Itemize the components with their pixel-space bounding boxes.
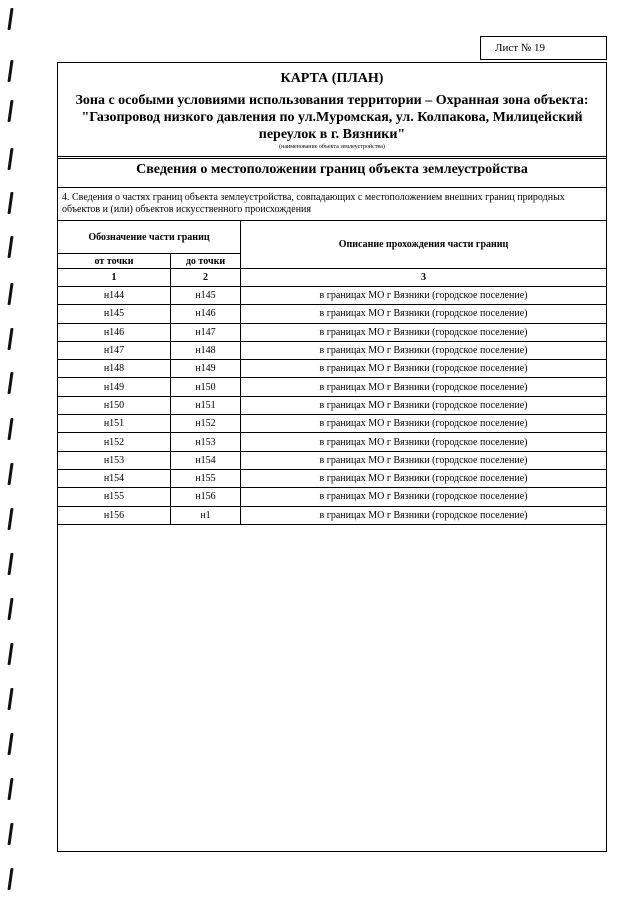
to-point: н152 (171, 415, 241, 433)
to-point: н153 (171, 433, 241, 451)
from-point: н146 (58, 323, 171, 341)
boundary-description: в границах МО г Вязники (городское поселение) (241, 360, 607, 378)
to-point: н149 (171, 360, 241, 378)
header-divider-2 (58, 158, 606, 159)
from-point: н148 (58, 360, 171, 378)
boundary-description: в границах МО г Вязники (городское поселение) (241, 378, 607, 396)
from-point: н145 (58, 305, 171, 323)
from-point: н147 (58, 341, 171, 359)
table-row (58, 287, 607, 305)
from-point: н153 (58, 451, 171, 469)
boundary-description: в границах МО г Вязники (городское поселение) (241, 451, 607, 469)
from-header: от точки (58, 254, 171, 269)
table-row (58, 396, 607, 414)
sheet-number-box (480, 36, 607, 60)
to-point: н148 (171, 341, 241, 359)
to-header: до точки (171, 254, 241, 269)
section-paragraph: 4. Сведения о частях границ объекта землеустройства, совпадающих с местоположением внешних границ природных объектов и (или) объектов искусственного происхождения (62, 192, 565, 215)
column-number-3: 3 (241, 269, 607, 287)
to-point: н154 (171, 451, 241, 469)
object-name-caption: (наименование объекта землеустройства) (279, 144, 385, 150)
to-point: н145 (171, 287, 241, 305)
document-header (58, 63, 606, 159)
from-point: н156 (58, 506, 171, 524)
boundary-description: в границах МО г Вязники (городское поселение) (241, 323, 607, 341)
map-title: КАРТА (ПЛАН) (280, 71, 384, 86)
to-point: н1 (171, 506, 241, 524)
to-point: н146 (171, 305, 241, 323)
boundary-description: в границах МО г Вязники (городское поселение) (241, 506, 607, 524)
boundary-description: в границах МО г Вязники (городское поселение) (241, 287, 607, 305)
table-row (58, 305, 607, 323)
table-row (58, 360, 607, 378)
boundary-description: в границах МО г Вязники (городское поселение) (241, 469, 607, 487)
table-row (58, 378, 607, 396)
from-point: н154 (58, 469, 171, 487)
table-row (58, 323, 607, 341)
desc-header: Описание прохождения части границ (241, 221, 607, 269)
table-row (58, 433, 607, 451)
from-point: н152 (58, 433, 171, 451)
sheet-number: Лист № 19 (495, 42, 546, 54)
boundary-description: в границах МО г Вязники (городское поселение) (241, 305, 607, 323)
to-point: н147 (171, 323, 241, 341)
table-row (58, 451, 607, 469)
column-number-1: 1 (58, 269, 171, 287)
boundary-description: в границах МО г Вязники (городское поселение) (241, 488, 607, 506)
column-number-2: 2 (171, 269, 241, 287)
from-point: н144 (58, 287, 171, 305)
boundary-table (57, 220, 607, 525)
boundary-description: в границах МО г Вязники (городское поселение) (241, 415, 607, 433)
section-title: Сведения о местоположении границ объекта землеустройства (136, 162, 528, 177)
to-point: н151 (171, 396, 241, 414)
to-point: н150 (171, 378, 241, 396)
boundary-description: в границах МО г Вязники (городское поселение) (241, 396, 607, 414)
table-row (58, 469, 607, 487)
boundary-description: в границах МО г Вязники (городское поселение) (241, 341, 607, 359)
object-name: Зона с особыми условиями использования территории – Охранная зона объекта: "Газопровод низкого давления по ул.Муромская, ул. Колпакова, Милицейский переулок в г. Вязники" (75, 93, 589, 142)
table-row (58, 506, 607, 524)
table-row (58, 341, 607, 359)
to-point: н155 (171, 469, 241, 487)
section-divider (58, 187, 606, 188)
spiral-binding (6, 0, 18, 905)
from-point: н151 (58, 415, 171, 433)
table-row (58, 488, 607, 506)
document-frame (57, 62, 607, 852)
from-point: н149 (58, 378, 171, 396)
group-header: Обозначение части границ (58, 221, 241, 254)
to-point: н156 (171, 488, 241, 506)
header-divider (58, 156, 606, 157)
from-point: н155 (58, 488, 171, 506)
table-row (58, 415, 607, 433)
from-point: н150 (58, 396, 171, 414)
boundary-description: в границах МО г Вязники (городское поселение) (241, 433, 607, 451)
